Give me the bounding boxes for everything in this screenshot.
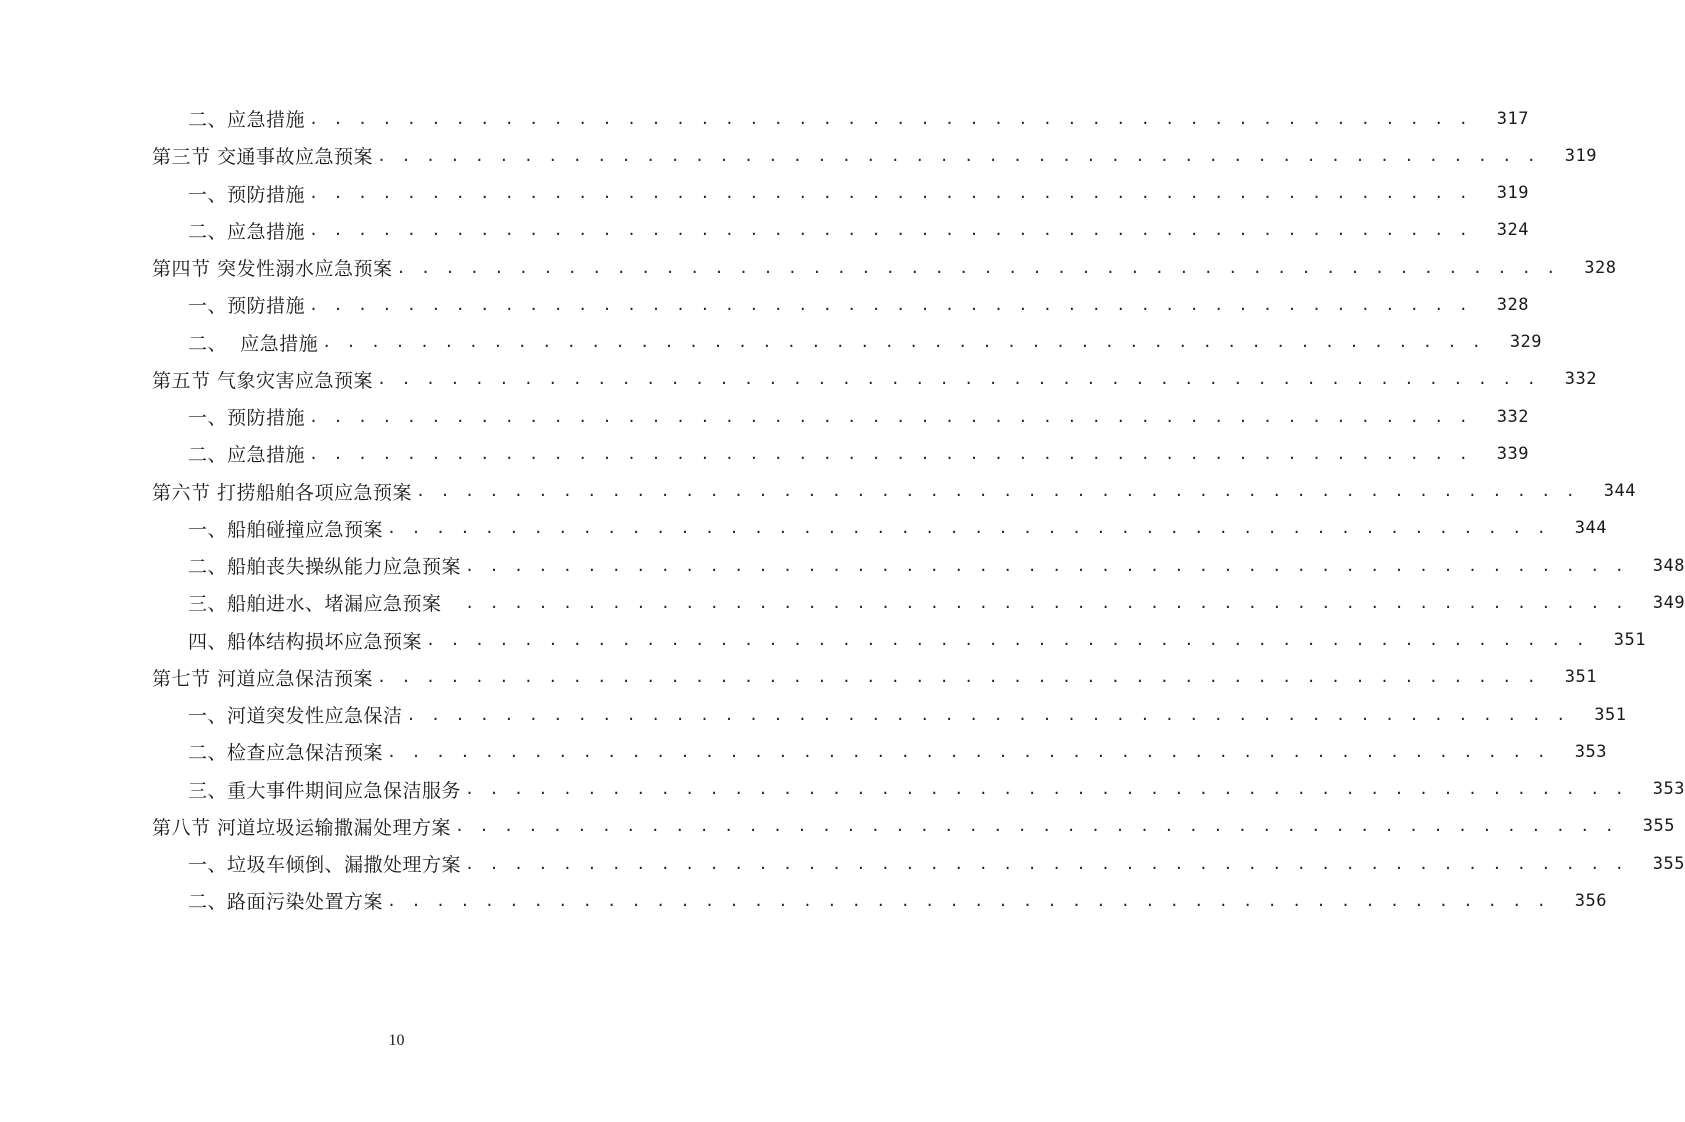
- toc-entry-page: 351: [1564, 667, 1597, 688]
- toc-entry-label: 第八节 河道垃圾运输撒漏处理方案: [152, 816, 452, 839]
- toc-entry-label: 三、重大事件期间应急保洁服务: [188, 779, 462, 802]
- toc-subsection-entry[interactable]: [0, 845, 1685, 882]
- page-number: 10: [388, 1032, 405, 1049]
- toc-subsection-entry[interactable]: [0, 510, 1607, 547]
- toc-entry-label: 二、应急措施: [188, 444, 306, 467]
- toc-dot-leader: . . . . . . . . . . . . . . . . . . . . . . . . . . . . . . . . . . . . . . . . . . . . . . . .: [406, 705, 1569, 724]
- toc-dot-leader: . . . . . . . . . . . . . . . . . . . . . . . . . . . . . . . . . . . . . . . . . . . . . . . .: [387, 519, 1549, 538]
- toc-entry-label: 第五节 气象灾害应急预案: [152, 369, 374, 392]
- toc-dot-leader: . . . . . . . . . . . . . . . . . . . . . . . . . . . . . . . . . . . . . . . . . . . . . . . .: [377, 370, 1539, 389]
- toc-entry-page: 328: [1584, 257, 1617, 278]
- toc-entry-page: 328: [1496, 294, 1529, 315]
- toc-entry-page: 353: [1574, 741, 1607, 762]
- toc-subsection-entry[interactable]: [0, 882, 1607, 919]
- toc-entry-page: 355: [1652, 853, 1685, 874]
- toc-subsection-entry[interactable]: [0, 286, 1529, 323]
- toc-dot-leader: . . . . . . . . . . . . . . . . . . . . . . . . . . . . . . . . . . . . . . . . . . . . . . . .: [455, 817, 1617, 836]
- toc-entry-label: 二、检查应急保洁预案: [188, 742, 384, 765]
- toc-dot-leader: . . . . . . . . . . . . . . . . . . . . . . . . . . . . . . . . . . . . . . . . . . . . . . . .: [465, 780, 1627, 799]
- toc-entry-page: 349: [1652, 592, 1685, 613]
- toc-entry-label: 二、应急措施: [188, 109, 306, 132]
- toc-subsection-entry[interactable]: [0, 733, 1607, 770]
- toc-entry-page: 344: [1603, 481, 1636, 502]
- toc-subsection-entry[interactable]: [0, 435, 1529, 472]
- toc-entry-label: 第七节 河道应急保洁预案: [152, 667, 374, 690]
- toc-dot-leader: . . . . . . . . . . . . . . . . . . . . . . . . . . . . . . . . . . . . . . . . . . . . . . . .: [426, 631, 1588, 650]
- toc-dot-leader: . . . . . . . . . . . . . . . . . . . . . . . . . . . . . . . . . . . . . . . . . . . . . . . .: [396, 258, 1559, 277]
- toc-section-entry[interactable]: [0, 249, 1617, 286]
- toc-entry-page: 351: [1613, 630, 1646, 651]
- toc-subsection-entry[interactable]: [0, 584, 1685, 621]
- toc-subsection-entry[interactable]: [0, 175, 1529, 212]
- toc-section-entry[interactable]: [0, 808, 1675, 845]
- toc-entry-label: 一、船舶碰撞应急预案: [188, 518, 384, 541]
- toc-entry-page: 348: [1652, 555, 1685, 576]
- toc-entry-page: 339: [1496, 443, 1529, 464]
- toc-dot-leader: . . . . . . . . . . . . . . . . . . . . . . . . . . . . . . . . . . . . . . . . . . . . . . . .: [309, 295, 1471, 314]
- toc-dot-leader: . . . . . . . . . . . . . . . . . . . . . . . . . . . . . . . . . . . . . . . . . . . . . . . .: [309, 221, 1471, 240]
- toc-dot-leader: . . . . . . . . . . . . . . . . . . . . . . . . . . . . . . . . . . . . . . . . . . . . . . . .: [416, 482, 1578, 501]
- toc-entry-label: 一、垃圾车倾倒、漏撒处理方案: [188, 854, 462, 877]
- toc-section-entry[interactable]: [0, 137, 1597, 174]
- toc-entry-label: 一、预防措施: [188, 183, 306, 206]
- toc-entry-label: 四、船体结构损坏应急预案: [188, 630, 423, 653]
- toc-dot-leader: . . . . . . . . . . . . . . . . . . . . . . . . . . . . . . . . . . . . . . . . . . . . . . . .: [322, 333, 1485, 352]
- toc-subsection-entry[interactable]: [0, 212, 1529, 249]
- toc-entry-label: 一、预防措施: [188, 295, 306, 318]
- toc-entry-page: 332: [1564, 369, 1597, 390]
- toc-dot-leader: . . . . . . . . . . . . . . . . . . . . . . . . . . . . . . . . . . . . . . . . . . . . . . . .: [309, 444, 1471, 463]
- toc-section-entry[interactable]: [0, 361, 1597, 398]
- toc-dot-leader: . . . . . . . . . . . . . . . . . . . . . . . . . . . . . . . . . . . . . . . . . . . . . . . .: [465, 854, 1627, 873]
- toc-subsection-entry[interactable]: [0, 622, 1646, 659]
- toc-subsection-entry[interactable]: [0, 324, 1543, 361]
- toc-entry-page: 353: [1652, 779, 1685, 800]
- toc-entry-page: 324: [1496, 220, 1529, 241]
- toc-entry-label: 第六节 打捞船舶各项应急预案: [152, 481, 413, 504]
- toc-entry-label: 一、河道突发性应急保洁: [188, 705, 403, 728]
- toc-entry-page: 319: [1564, 145, 1597, 166]
- toc-entry-label: 二、路面污染处置方案: [188, 891, 384, 914]
- toc-entry-label: 二、 应急措施: [188, 332, 319, 355]
- toc-dot-leader: . . . . . . . . . . . . . . . . . . . . . . . . . . . . . . . . . . . . . . . . . . . . . . . .: [465, 556, 1627, 575]
- toc-entry-label: 第四节 突发性溺水应急预案: [152, 258, 393, 281]
- toc-entry-page: 332: [1496, 406, 1529, 427]
- toc-entry-page: 355: [1642, 816, 1675, 837]
- toc-entry-label: 二、船舶丧失操纵能力应急预案: [188, 556, 462, 579]
- toc-entry-page: 329: [1509, 332, 1543, 353]
- toc-subsection-entry[interactable]: [0, 398, 1529, 435]
- toc-dot-leader: . . . . . . . . . . . . . . . . . . . . . . . . . . . . . . . . . . . . . . . . . . . . . . . .: [465, 593, 1628, 612]
- toc-subsection-entry[interactable]: [0, 100, 1529, 137]
- toc-section-entry[interactable]: [0, 473, 1636, 510]
- toc-entry-label: 第三节 交通事故应急预案: [152, 146, 374, 169]
- toc-entry-page: 344: [1574, 518, 1607, 539]
- toc-subsection-entry[interactable]: [0, 547, 1685, 584]
- toc-dot-leader: . . . . . . . . . . . . . . . . . . . . . . . . . . . . . . . . . . . . . . . . . . . . . . . .: [377, 668, 1539, 687]
- toc-subsection-entry[interactable]: [0, 696, 1627, 733]
- toc-dot-leader: . . . . . . . . . . . . . . . . . . . . . . . . . . . . . . . . . . . . . . . . . . . . . . . .: [309, 109, 1471, 128]
- toc-entry-label: 一、预防措施: [188, 407, 306, 430]
- toc-dot-leader: . . . . . . . . . . . . . . . . . . . . . . . . . . . . . . . . . . . . . . . . . . . . . . . .: [387, 891, 1549, 910]
- toc-entry-label: 二、应急措施: [188, 220, 306, 243]
- toc-entry-page: 356: [1574, 890, 1607, 911]
- toc-entry-page: 317: [1496, 108, 1529, 129]
- toc-entry-page: 351: [1594, 704, 1627, 725]
- table-of-contents: [0, 100, 1685, 920]
- toc-dot-leader: . . . . . . . . . . . . . . . . . . . . . . . . . . . . . . . . . . . . . . . . . . . . . . . .: [377, 146, 1539, 165]
- toc-dot-leader: . . . . . . . . . . . . . . . . . . . . . . . . . . . . . . . . . . . . . . . . . . . . . . . .: [309, 184, 1471, 203]
- toc-entry-page: 319: [1496, 183, 1529, 204]
- toc-section-entry[interactable]: [0, 659, 1597, 696]
- toc-subsection-entry[interactable]: [0, 771, 1685, 808]
- toc-dot-leader: . . . . . . . . . . . . . . . . . . . . . . . . . . . . . . . . . . . . . . . . . . . . . . . .: [387, 742, 1549, 761]
- toc-entry-label: 三、船舶进水、堵漏应急预案: [188, 593, 462, 616]
- toc-dot-leader: . . . . . . . . . . . . . . . . . . . . . . . . . . . . . . . . . . . . . . . . . . . . . . . .: [309, 407, 1471, 426]
